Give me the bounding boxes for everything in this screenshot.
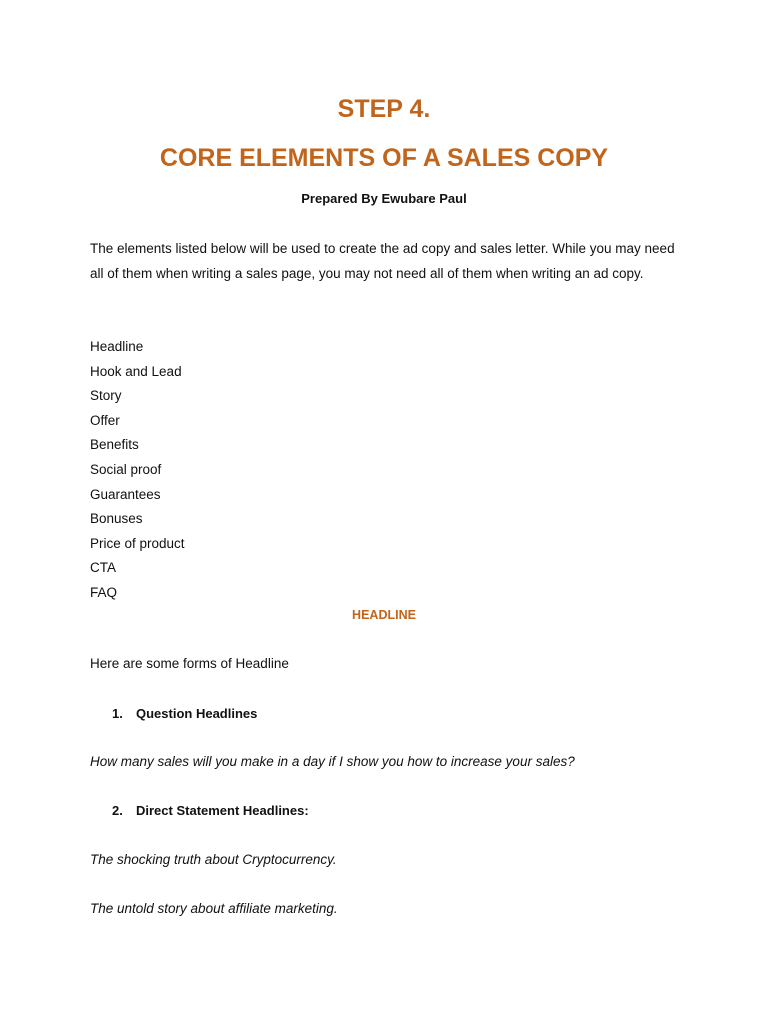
list-item: Guarantees — [90, 486, 161, 502]
item-title: Direct Statement Headlines: — [136, 803, 309, 818]
list-item: Benefits — [90, 437, 139, 453]
list-item: Bonuses — [90, 511, 143, 527]
list-item: Price of product — [90, 535, 185, 551]
numbered-heading-direct-statement — [112, 802, 309, 820]
list-item: Headline — [90, 339, 144, 354]
numbered-heading-question — [112, 705, 257, 723]
step-title: STEP 4. — [337, 95, 431, 123]
item-number: 2. — [112, 803, 123, 818]
item-number: 1. — [112, 706, 123, 721]
section-heading-headline: HEADLINE — [352, 608, 416, 622]
list-item: Hook and Lead — [90, 363, 182, 379]
list-item: FAQ — [90, 584, 118, 600]
intro-paragraph: The elements listed below will be used to create the ad copy and sales letter. While you may need all of them when writing a sales page, you may not need all of them when writing an ad copy. — [90, 241, 675, 281]
example-direct-statement-2: The untold story about affiliate marketing. — [90, 901, 338, 916]
list-item: Story — [90, 388, 122, 404]
forms-intro: Here are some forms of Headline — [90, 656, 289, 671]
elements-list — [90, 335, 185, 606]
list-item: Social proof — [90, 461, 162, 477]
item-title: Question Headlines — [136, 706, 258, 721]
example-direct-statement-1: The shocking truth about Cryptocurrency. — [90, 852, 337, 867]
main-title: CORE ELEMENTS OF A SALES COPY — [159, 144, 609, 172]
author-byline: Prepared By Ewubare Paul — [301, 191, 467, 206]
list-item: CTA — [90, 560, 116, 576]
list-item: Offer — [90, 412, 120, 428]
example-question-headline: How many sales will you make in a day if I show you how to increase your sales? — [90, 754, 575, 769]
